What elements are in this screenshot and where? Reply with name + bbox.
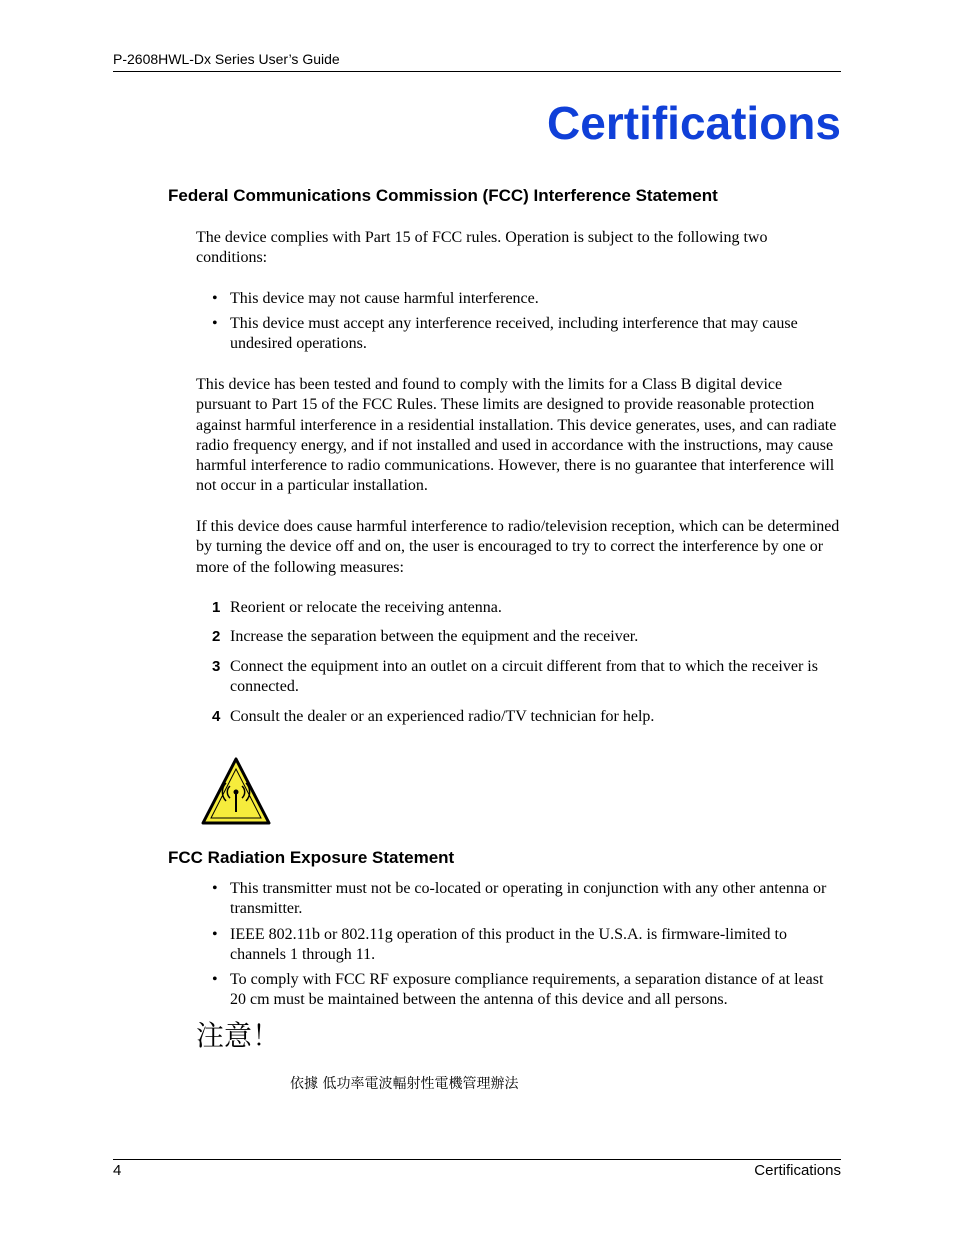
fcc-intro-paragraph: The device complies with Part 15 of FCC rules. Operation is subject to the following two conditions: bbox=[196, 229, 768, 267]
measure-number: 4 bbox=[212, 708, 221, 725]
class-b-paragraph: This device has been tested and found to comply with the limits for a Class B digital device pursuant to Part 15 of the FCC Rules. These limits are designed to provide reasonable protection against harmful interference in a residential installation. This device generates, uses, and can radiate radio frequency energy, and if not installed and used in accordance with the instructions, may cause harmful interference to radio communications. However, there is no guarantee that interference will not occur in a particular installation. bbox=[196, 376, 837, 495]
radiation-item: • To comply with FCC RF exposure compliance requirements, a separation distance of at least 20 cm must be maintained between the antenna of this device and all persons. bbox=[212, 971, 824, 1009]
measure-number: 2 bbox=[212, 628, 221, 645]
bullet-dot: • bbox=[212, 290, 218, 307]
measure-number: 3 bbox=[212, 658, 221, 675]
radiation-warning-icon bbox=[200, 756, 272, 826]
measure-number: 1 bbox=[212, 599, 221, 616]
measure-item: 1 Reorient or relocate the receiving antenna. bbox=[212, 598, 841, 618]
header-rule bbox=[113, 71, 841, 72]
bullet-dot: • bbox=[212, 315, 218, 332]
fcc-radiation-heading: FCC Radiation Exposure Statement bbox=[168, 848, 455, 867]
bullet-dot: • bbox=[212, 926, 218, 943]
page-title: Certifications bbox=[547, 97, 841, 149]
guide-title: P-2608HWL-Dx Series User’s Guide bbox=[113, 51, 340, 67]
notice-title: 注意！ bbox=[196, 1019, 281, 1052]
bullet-dot: • bbox=[212, 880, 218, 897]
footer-section-title: Certifications bbox=[754, 1162, 841, 1179]
radiation-item: • IEEE 802.11b or 802.11g operation of this product in the U.S.A. is firmware-limited to channels 1 through 11. bbox=[212, 926, 787, 964]
footer-rule bbox=[113, 1159, 841, 1160]
page-number: 4 bbox=[113, 1162, 122, 1179]
condition-item: • This device must accept any interference received, including interference that may cause undesired operations. bbox=[212, 315, 798, 353]
bullet-dot: • bbox=[212, 971, 218, 988]
measure-item: 2 Increase the separation between the equipment and the receiver. bbox=[212, 627, 841, 647]
condition-item: • This device may not cause harmful interference. bbox=[212, 289, 841, 309]
notice-text: 依據 低功率電波輻射性電機管理辦法 bbox=[290, 1076, 519, 1092]
measures-intro-paragraph: If this device does cause harmful interference to radio/television reception, which can be determined by turning the device off and on, the user is encouraged to try to correct the interference by one or more of the following measures: bbox=[196, 518, 840, 576]
fcc-interference-heading: Federal Communications Commission (FCC) Interference Statement bbox=[168, 186, 718, 205]
radiation-item: • This transmitter must not be co-located or operating in conjunction with any other antenna or transmitter. bbox=[212, 880, 827, 918]
measure-item: 4 Consult the dealer or an experienced radio/TV technician for help. bbox=[212, 707, 841, 727]
measure-item: 3 Connect the equipment into an outlet on a circuit different from that to which the receiver is connected. bbox=[212, 658, 818, 696]
